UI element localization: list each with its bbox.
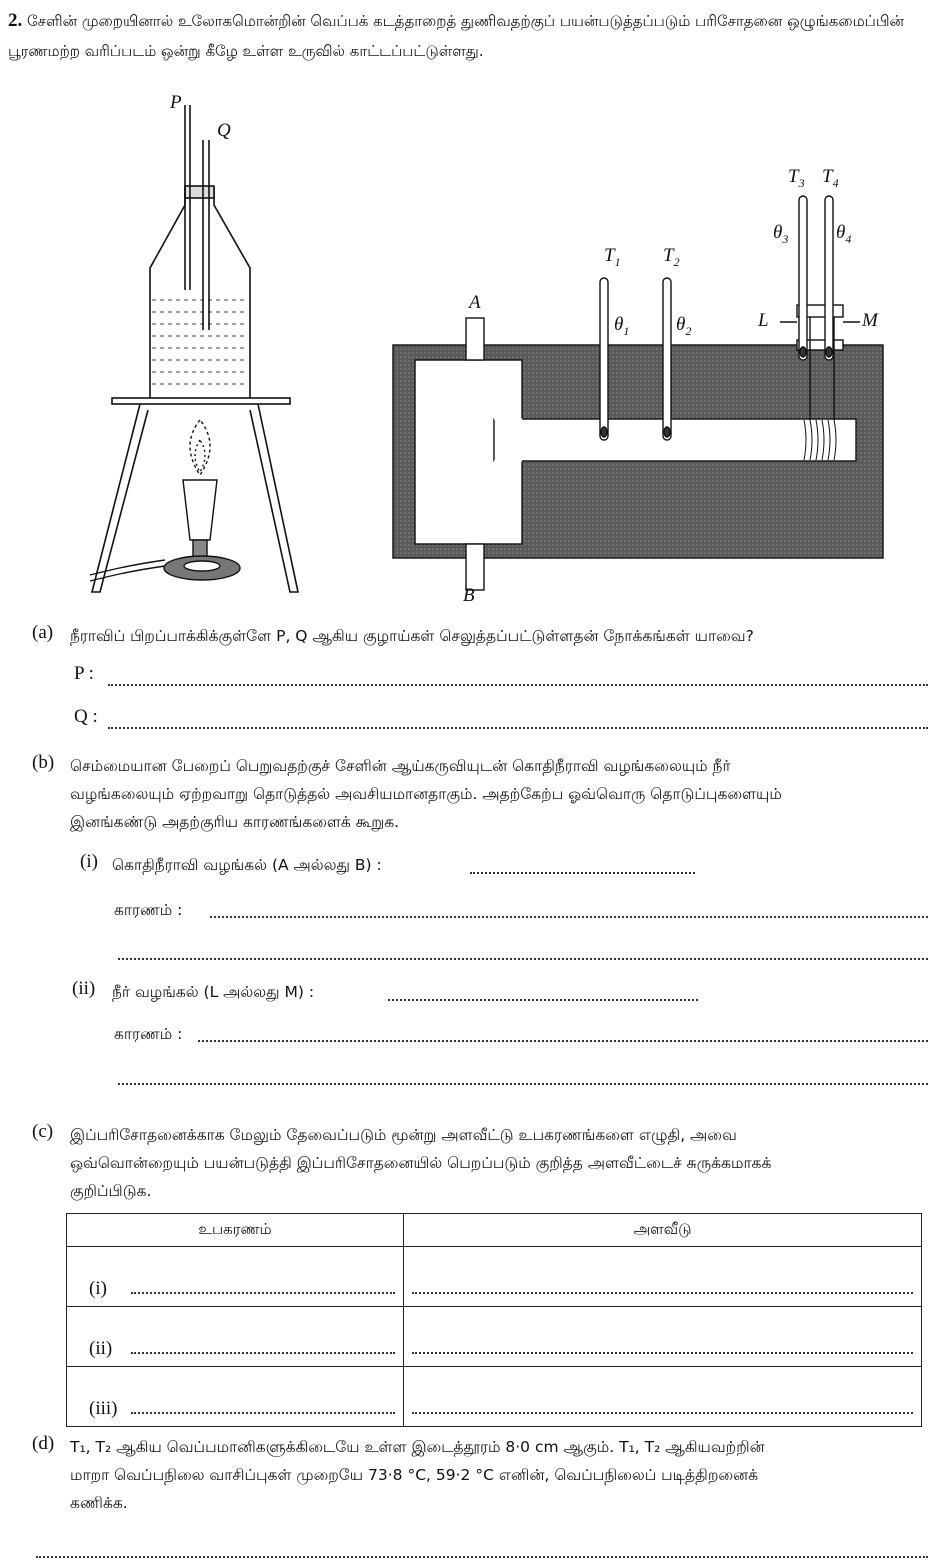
instrument-table (66, 1213, 922, 1427)
measurement-answer[interactable] (412, 1292, 913, 1294)
measurement-answer[interactable] (412, 1352, 913, 1354)
row-marker: (i) (89, 1278, 107, 1299)
question-intro (8, 6, 933, 66)
part-a-q-label: Q : (74, 706, 98, 727)
thermometer-t2 (663, 278, 671, 440)
label-t2: $T_2$ (663, 245, 680, 269)
label-m: M (862, 310, 878, 331)
thermometer-t4 (825, 196, 833, 360)
part-b-ii-marker: (ii) (72, 978, 96, 999)
answer-line-reason1b[interactable] (118, 958, 928, 960)
answer-line-q[interactable] (108, 727, 928, 729)
instrument-answer[interactable] (131, 1352, 395, 1354)
answer-line-steam[interactable] (470, 872, 695, 874)
part-b-ii-text: நீர் வழங்கல் (L அல்லது M) : (112, 983, 315, 1001)
part-a-p-label: P : (74, 663, 94, 684)
answer-line-d[interactable] (36, 1556, 928, 1558)
label-theta3: $\theta_3$ (773, 222, 789, 246)
row-marker: (iii) (89, 1398, 118, 1419)
label-t1: $T_1$ (604, 245, 621, 269)
label-theta1: $\theta_1$ (614, 314, 630, 338)
col-instrument: உபகரணம் (67, 1214, 404, 1247)
label-t3: $T_3$ (788, 166, 805, 190)
table-row (67, 1307, 922, 1367)
col-measurement: அளவீடு (404, 1214, 922, 1247)
part-a-marker: (a) (32, 622, 54, 643)
label-t4: $T_4$ (822, 166, 839, 190)
part-b-marker: (b) (32, 752, 55, 773)
instrument-answer[interactable] (131, 1292, 395, 1294)
answer-line-reason1a[interactable] (210, 916, 928, 918)
label-q: Q (217, 120, 231, 141)
part-d-marker: (d) (32, 1433, 55, 1454)
instrument-answer[interactable] (131, 1412, 395, 1414)
table-row (67, 1367, 922, 1427)
question-number: 2. (8, 10, 23, 31)
part-c-text: இப்பரிசோதனைக்காக மேலும் தேவைப்படும் மூன்று அளவீட்டு உபகரணங்களை எழுதி, அவை ஒவ்வொன்றையும் பயன்படுத்தி இப்பரிசோதனையில் பெறப்படும் குறித்த அளவீட்டைச் சுருக்கமாகக் குறிப்பிடுக. (70, 1126, 772, 1200)
reason-label-2: காரணம் : (114, 1025, 183, 1043)
measurement-answer[interactable] (412, 1412, 913, 1414)
part-d-text: T₁, T₂ ஆகிய வெப்பமானிகளுக்கிடையே உள்ள இடைத்தூரம் 8·0 cm ஆகும். T₁, T₂ ஆகியவற்றின் மாறா வெப்பநிலை வாசிப்புகள் முறையே 73·8 °C, 59·2 °C எனின், வெப்பநிலைப் படித்திறனைக் கணிக்க. (70, 1438, 765, 1512)
table-row (67, 1247, 922, 1307)
part-a-question: நீராவிப் பிறப்பாக்கிக்குள்ளே P, Q ஆகிய குழாய்கள் செலுத்தப்பட்டுள்ளதன் நோக்கங்கள் யாவை? (70, 627, 754, 645)
inlet-pipe-a (466, 318, 484, 360)
label-l: L (758, 310, 769, 331)
label-b: B (463, 585, 475, 606)
part-b-text: செம்மையான பேறைப் பெறுவதற்குச் சேளின் ஆய்கருவியுடன் கொதிநீராவி வழங்கலையும் நீர் வழங்கலையும் ஏற்றவாறு தொடுத்தல் அவசியமானதாகும். அதற்கேற்ப ஓவ்வொரு தொடுப்புகளையும் இனங்கண்டு அதற்குரிய காரணங்களைக் கூறுக. (70, 757, 782, 831)
thermometer-t3 (799, 196, 807, 360)
answer-line-water[interactable] (388, 999, 698, 1001)
bunsen-burner (90, 420, 240, 581)
answer-line-p[interactable] (108, 684, 928, 686)
thermometer-t1 (600, 278, 608, 440)
outlet-pipe-b (466, 544, 484, 590)
label-a: A (469, 292, 481, 313)
steam-generator (150, 105, 250, 398)
part-b-i-text: கொதிநீராவி வழங்கல் (A அல்லது B) : (112, 856, 382, 874)
answer-line-reason2a[interactable] (198, 1040, 928, 1042)
label-p: P (170, 92, 182, 113)
answer-line-reason2b[interactable] (118, 1083, 928, 1085)
searle-apparatus-diagram (0, 60, 939, 620)
metal-bar (494, 419, 856, 461)
part-c-marker: (c) (32, 1121, 54, 1142)
intro-text: சேளின் முறையினால் உலோகமொன்றின் வெப்பக் கடத்தாறைத் துணிவதற்குப் பயன்படுத்தப்படும் பரிசோதனை ஒழுங்கமைப்பின் பூரணமற்ற வரிப்படம் ஒன்று கீழே உள்ள உருவில் காட்டப்பட்டுள்ளது. (8, 12, 905, 60)
label-theta4: $\theta_4$ (836, 222, 852, 246)
row-marker: (ii) (89, 1338, 113, 1359)
reason-label-1: காரணம் : (114, 901, 183, 919)
part-b-i-marker: (i) (80, 851, 98, 872)
label-theta2: $\theta_2$ (676, 314, 692, 338)
